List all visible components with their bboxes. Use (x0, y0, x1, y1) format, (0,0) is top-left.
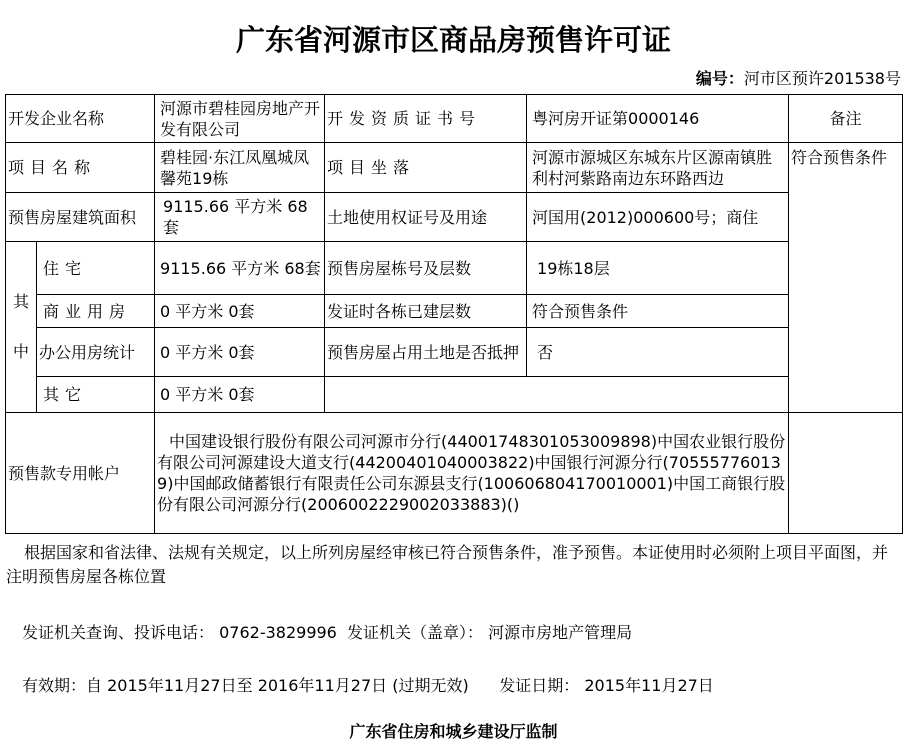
project-name-label: 项目名称 (6, 143, 155, 193)
empty-cell (325, 377, 789, 413)
certificate-number-value: 河市区预许201538号 (743, 69, 901, 88)
table-row (6, 193, 903, 242)
project-location-label: 项目坐落 (325, 143, 527, 193)
qualification-value: 粤河房开证第0000146 (527, 95, 789, 143)
office-label: 办公用房统计 (37, 328, 155, 377)
area-label: 预售房屋建筑面积 (6, 193, 155, 242)
document-title: 广东省河源市区商品房预售许可证 (235, 23, 671, 57)
residential-label: 住宅 (37, 242, 155, 295)
built-floors-label: 发证时各栋已建层数 (325, 295, 527, 328)
validity-to-label: 至 (236, 676, 253, 695)
other-label: 其它 (37, 377, 155, 413)
footer-issuer: 广东省住房和城乡建设厅监制 (349, 722, 558, 741)
commercial-value: 0 平方米 0套 (155, 295, 325, 328)
building-label: 预售房屋栋号及层数 (325, 242, 527, 295)
land-value: 河国用(2012)000600号；商住 (527, 193, 789, 242)
area-value: 9115.66 平方米 68套 (155, 193, 325, 242)
residential-value: 9115.66 平方米 68套 (155, 242, 325, 295)
authority-label: 发证机关（盖章）： (347, 623, 484, 642)
account-value: 中国建设银行股份有限公司河源市分行(44001748301053009898)中国农业银行股份有限公司河源建设大道支行(44200401040003822)中国银行河源分行(705557760139)中国邮政储蓄银行有限责任公司东源县支行(100606804170010001)中国工商银行股份有限公司河源分行(2006002229002033883)() (155, 413, 789, 534)
phone-label: 发证机关查询、投诉电话： (22, 623, 215, 642)
permit-table (5, 94, 903, 534)
remark-value: 符合预售条件 (789, 143, 903, 413)
validity-line (22, 673, 714, 696)
authority-value: 河源市房地产管理局 (488, 623, 633, 642)
account-remark-cell (789, 413, 903, 534)
certificate-number (696, 66, 901, 89)
qizhong-label: 其中 (6, 242, 37, 413)
table-row (6, 413, 903, 534)
mortgage-value: 否 (527, 328, 789, 377)
project-location-value: 河源市源城区东城东片区源南镇胜利村河紫路南边东环路西边 (527, 143, 789, 193)
built-floors-value: 符合预售条件 (527, 295, 789, 328)
validity-to: 2016年11月27日 (257, 676, 388, 695)
phone-value: 0762-3829996 (219, 623, 337, 642)
contact-line (22, 620, 632, 643)
validity-from: 2015年11月27日 (107, 676, 237, 695)
account-label: 预售款专用帐户 (6, 413, 155, 534)
table-row (6, 328, 903, 377)
table-row (6, 377, 903, 413)
table-row (6, 295, 903, 328)
land-label: 土地使用权证号及用途 (325, 193, 527, 242)
remark-label: 备注 (789, 95, 903, 143)
qualification-label: 开发资质证书号 (325, 95, 527, 143)
validity-label: 有效期： (22, 676, 87, 695)
certificate-number-label: 编号： (695, 69, 744, 88)
issue-date-label: 发证日期： (499, 676, 580, 695)
validity-note: (过期无效) (392, 676, 469, 695)
office-value: 0 平方米 0套 (155, 328, 325, 377)
mortgage-label: 预售房屋占用土地是否抵押 (325, 328, 527, 377)
validity-from-label: 自 (86, 676, 103, 695)
developer-value: 河源市碧桂园房地产开发有限公司 (155, 95, 325, 143)
table-row (6, 242, 903, 295)
other-value: 0 平方米 0套 (155, 377, 325, 413)
developer-label: 开发企业名称 (6, 95, 155, 143)
table-row (6, 143, 903, 193)
issue-date: 2015年11月27日 (584, 676, 714, 695)
project-name-value: 碧桂园·东江凤凰城凤馨苑19栋 (155, 143, 325, 193)
building-value: 19栋18层 (527, 242, 789, 295)
commercial-label: 商业用房 (37, 295, 155, 328)
approval-statement: 根据国家和省法律、法规有关规定，以上所列房屋经审核已符合预售条件，准予预售。本证使用时必须附上项目平面图，并注明预售房屋各栋位置 (6, 543, 889, 586)
table-row (6, 95, 903, 143)
